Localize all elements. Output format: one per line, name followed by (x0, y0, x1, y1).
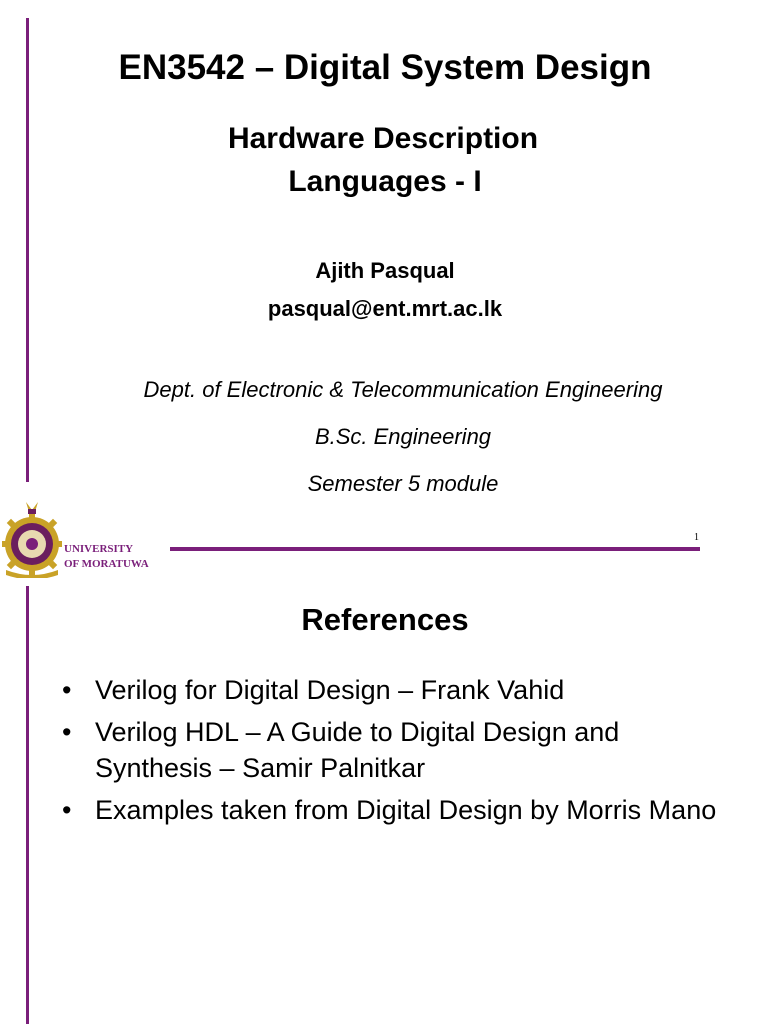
degree: B.Sc. Engineering (314, 424, 492, 449)
bullet: • (62, 795, 72, 825)
references-list (62, 672, 742, 834)
reference-text: Verilog HDL – A Guide to Digital Design and Synthesis – Samir Palnitkar (95, 717, 620, 783)
reference-text: Verilog for Digital Design – Frank Vahid (95, 675, 565, 705)
department: Dept. of Electronic & Telecommunication Engineering (143, 377, 663, 402)
course-title: EN3542 – Digital System Design (118, 48, 652, 87)
reference-item (62, 714, 742, 786)
university-crest-icon (2, 500, 62, 578)
reference-item (62, 792, 742, 828)
university-name (64, 542, 149, 572)
bullet: • (62, 717, 72, 747)
bullet: • (62, 675, 72, 705)
reference-text: Examples taken from Digital Design by Morris Mano (95, 795, 717, 825)
author-email: pasqual@ent.mrt.ac.lk (267, 296, 503, 321)
page-number: 1 (694, 532, 699, 543)
university-name-line-1: UNIVERSITY (64, 543, 134, 555)
references-title: References (301, 602, 469, 637)
footer-divider (170, 547, 700, 551)
lecture-title-line-1: Hardware Description (227, 122, 539, 155)
semester: Semester 5 module (307, 471, 499, 496)
lecture-title-line-2: Languages - I (288, 165, 482, 198)
university-name-line-2: OF MORATUWA (64, 558, 149, 570)
reference-item (62, 672, 742, 708)
author-name: Ajith Pasqual (315, 258, 455, 283)
references-slide (0, 586, 768, 1024)
